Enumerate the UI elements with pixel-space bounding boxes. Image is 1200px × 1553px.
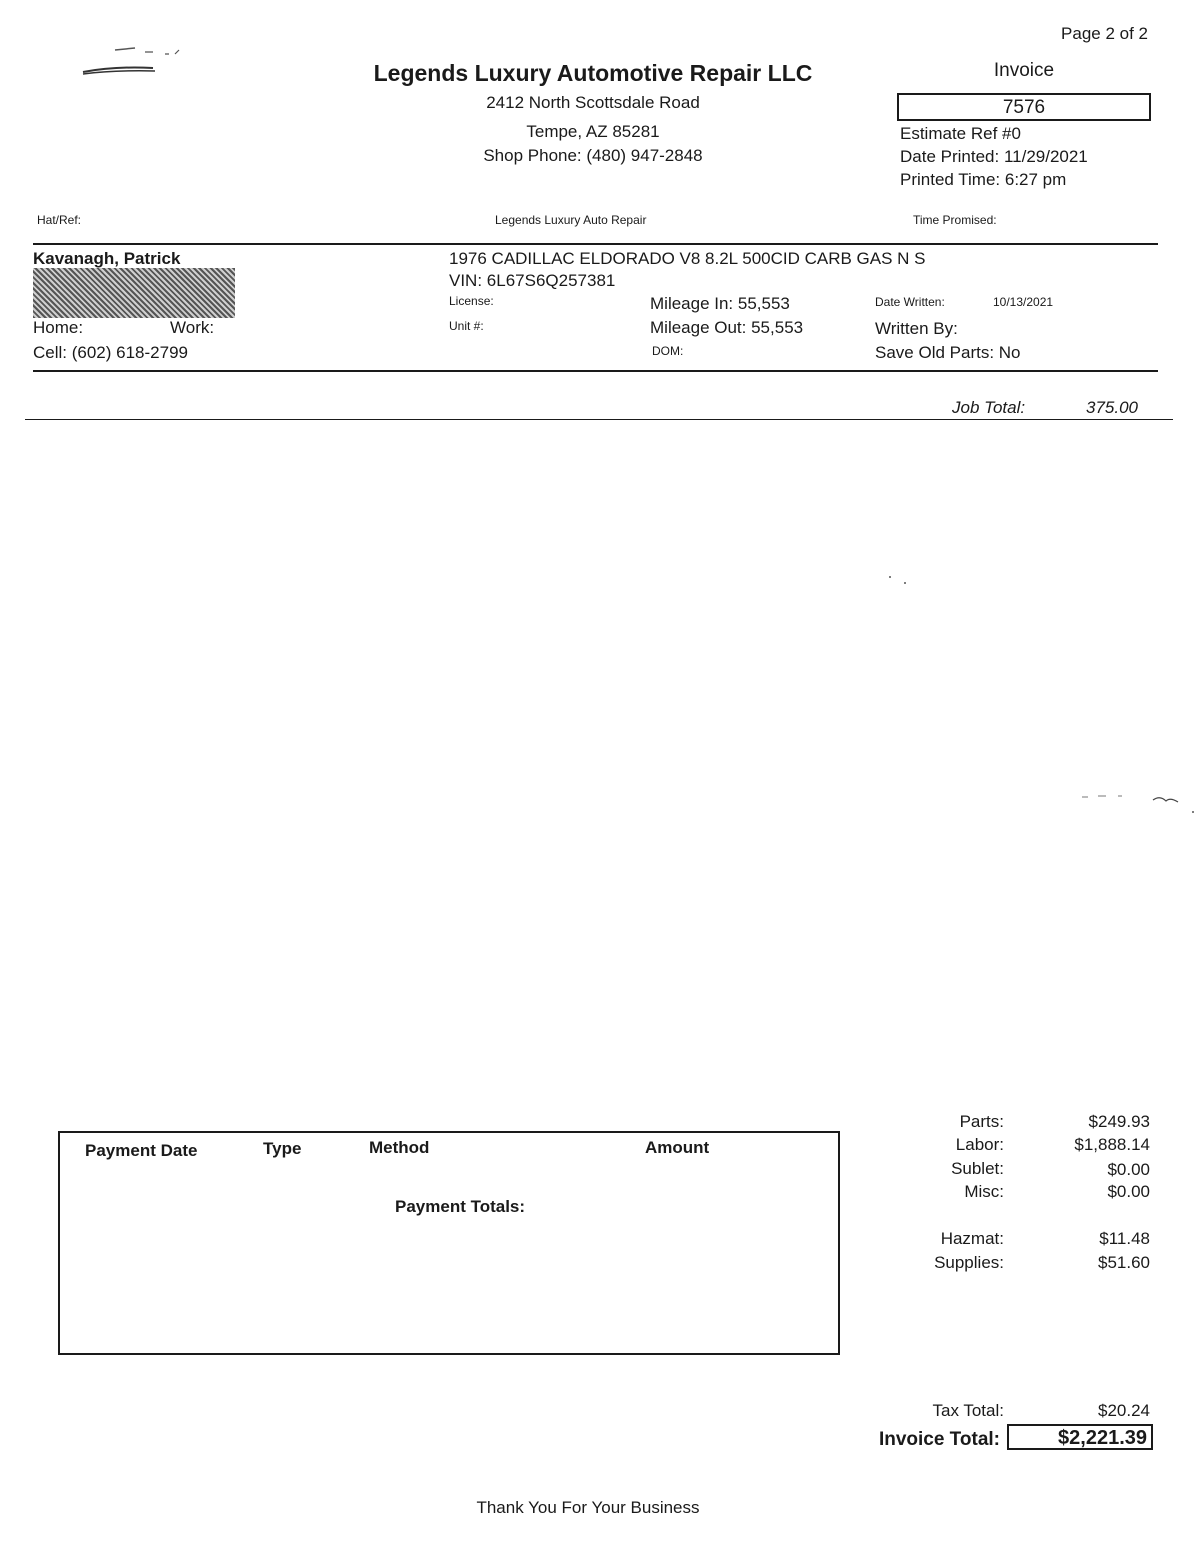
divider-top: [33, 243, 1158, 245]
vehicle-vin: VIN: 6L67S6Q257381: [449, 271, 616, 290]
summary-label-supplies: Supplies:: [934, 1253, 1004, 1272]
handwritten-mark: [75, 40, 195, 80]
cell-phone: Cell: (602) 618-2799: [33, 343, 188, 362]
invoice-label: Invoice: [993, 60, 1055, 81]
license-label: License:: [449, 294, 494, 308]
shop-name: Legends Luxury Automotive Repair LLC: [373, 60, 813, 86]
payment-header-method: Method: [369, 1138, 430, 1157]
invoice-total-label: Invoice Total:: [878, 1429, 1000, 1450]
dom-label: DOM:: [652, 344, 684, 358]
scan-speck: [885, 572, 915, 588]
summary-value-sublet: $0.00: [1107, 1160, 1150, 1179]
invoice-total-value: $2,221.39: [1007, 1424, 1153, 1450]
shop-phone: Shop Phone: (480) 947-2848: [483, 146, 703, 165]
mileage-in: Mileage In: 55,553: [650, 294, 790, 313]
redacted-address: [33, 268, 235, 318]
payment-table: [58, 1131, 840, 1355]
payment-header-date: Payment Date: [85, 1141, 198, 1160]
summary-value-parts: $249.93: [1088, 1112, 1150, 1131]
time-promised-label: Time Promised:: [913, 213, 997, 227]
shop-short-name: Legends Luxury Auto Repair: [495, 213, 647, 227]
summary-value-hazmat: $11.48: [1099, 1229, 1150, 1248]
job-total-value: 375.00: [1086, 398, 1138, 417]
payment-totals-label: Payment Totals:: [395, 1197, 526, 1216]
divider-job: [25, 419, 1173, 420]
summary-label-parts: Parts:: [959, 1112, 1004, 1131]
printed-time: Printed Time: 6:27 pm: [900, 170, 1067, 189]
written-by-label: Written By:: [875, 319, 958, 338]
date-printed: Date Printed: 11/29/2021: [900, 147, 1088, 166]
invoice-number: 7576: [897, 93, 1151, 121]
summary-label-misc: Misc:: [964, 1182, 1004, 1201]
footer-thanks: Thank You For Your Business: [476, 1498, 700, 1517]
tax-total-value: $20.24: [1098, 1401, 1150, 1420]
mileage-out: Mileage Out: 55,553: [650, 318, 804, 337]
save-old-parts: Save Old Parts: No: [875, 343, 1021, 362]
summary-value-labor: $1,888.14: [1074, 1135, 1150, 1154]
summary-value-supplies: $51.60: [1098, 1253, 1150, 1272]
tax-total-label: Tax Total:: [932, 1401, 1004, 1420]
summary-label-hazmat: Hazmat:: [940, 1229, 1004, 1248]
date-written-label: Date Written:: [875, 295, 945, 309]
home-phone-label: Home:: [33, 318, 84, 337]
unit-label: Unit #:: [449, 319, 484, 333]
vehicle-description: 1976 CADILLAC ELDORADO V8 8.2L 500CID CARB GAS N S: [449, 249, 926, 268]
summary-label-sublet: Sublet:: [951, 1159, 1004, 1178]
scan-speck: [1078, 790, 1198, 820]
hat-ref-label: Hat/Ref:: [37, 213, 82, 227]
payment-header-amount: Amount: [645, 1138, 710, 1157]
shop-address: 2412 North Scottsdale Road: [486, 93, 700, 112]
estimate-ref: Estimate Ref #0: [900, 124, 1021, 143]
job-total-label: Job Total:: [952, 398, 1026, 417]
summary-value-misc: $0.00: [1107, 1182, 1150, 1201]
shop-city: Tempe, AZ 85281: [526, 122, 660, 141]
customer-name: Kavanagh, Patrick: [33, 249, 181, 268]
work-phone-label: Work:: [170, 318, 215, 337]
summary-label-labor: Labor:: [955, 1135, 1004, 1154]
date-written-value: 10/13/2021: [993, 295, 1054, 309]
payment-header-type: Type: [263, 1139, 302, 1158]
divider-mid: [33, 370, 1158, 372]
page-number: Page 2 of 2: [1061, 24, 1148, 43]
